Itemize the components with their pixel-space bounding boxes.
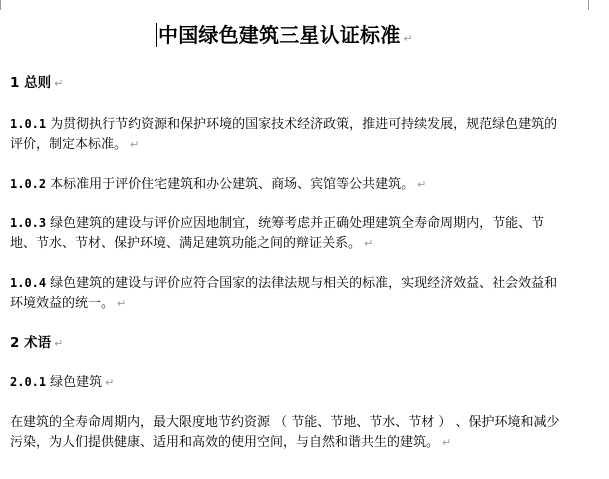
clause-number: 1.0.3 xyxy=(10,216,47,230)
clause-text: 绿色建筑的建设与评价应符合国家的法律法规与相关的标准，实现经济效益、社会效益和环境效益的统一。 xyxy=(10,276,558,311)
section-heading-general[interactable] xyxy=(10,73,63,94)
clause-number: 1.0.1 xyxy=(10,117,47,131)
paragraph-mark-icon: ↵ xyxy=(54,337,64,350)
clause-text: 本标准用于评价住宅建筑和办公建筑、商场、宾馆等公共建筑。 xyxy=(50,177,415,192)
paragraph-mark-icon: ↵ xyxy=(442,436,452,449)
definition-green-building[interactable] xyxy=(10,413,566,453)
paragraph-mark-icon: ↵ xyxy=(130,138,140,151)
clause-1-0-2[interactable] xyxy=(10,174,566,195)
section-heading-terms[interactable] xyxy=(10,333,63,354)
clause-text: 为贯彻执行节约资源和保护环境的国家技术经济政策，推进可持续发展，规范绿色建筑的评价，制定本标准。 xyxy=(10,117,558,152)
paragraph-mark-icon: ↵ xyxy=(54,77,64,90)
subheading-2-0-1[interactable] xyxy=(10,372,566,393)
clause-number: 1.0.2 xyxy=(10,177,47,191)
title-text: 中国绿色建筑三星认证标准 xyxy=(158,23,401,47)
clause-number: 1.0.4 xyxy=(10,276,47,290)
definition-text: 在建筑的全寿命周期内，最大限度地节约资源 （ 节能、节地、节水、节材 ） 、保护环境和减少污染，为人们提供健康、适用和高效的使用空间，与自然和谐共生的建筑。 xyxy=(10,415,560,450)
paragraph-mark-icon: ↵ xyxy=(403,32,413,45)
section-heading-text: 1 总则 xyxy=(10,75,52,91)
clause-text: 绿色建筑的建设与评价应因地制宜，统筹考虑并正确处理建筑全寿命周期内，节能、节地、节水、节材、保护环境、满足建筑功能之间的辩证关系。 xyxy=(10,216,545,251)
paragraph-mark-icon: ↵ xyxy=(417,178,427,191)
clause-1-0-3[interactable] xyxy=(10,213,566,254)
paragraph-mark-icon: ↵ xyxy=(105,376,115,389)
subheading-text: 绿色建筑 xyxy=(50,375,103,390)
clause-1-0-4[interactable] xyxy=(10,273,566,314)
clause-number: 2.0.1 xyxy=(10,375,47,389)
document-title[interactable] xyxy=(158,22,413,52)
text-cursor xyxy=(156,23,157,47)
clause-1-0-1[interactable] xyxy=(10,114,566,155)
section-heading-text: 2 术语 xyxy=(10,335,52,351)
paragraph-mark-icon: ↵ xyxy=(117,297,127,310)
paragraph-mark-icon: ↵ xyxy=(364,237,374,250)
